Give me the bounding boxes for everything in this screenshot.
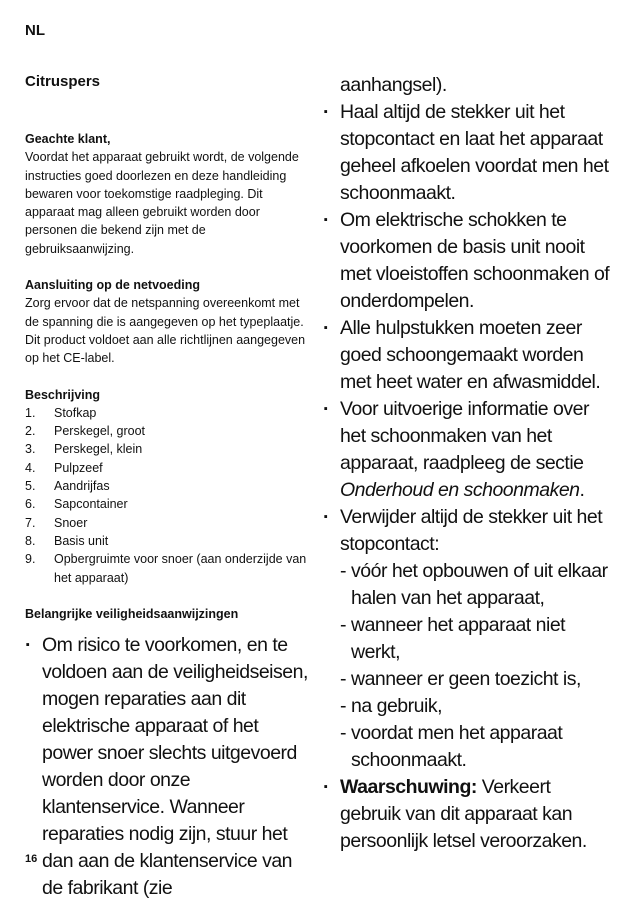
bullet-icon: · (323, 317, 329, 339)
unplug-sublist (340, 558, 613, 774)
list-item: · Haal altijd de stekker uit het stopcontact en laat het apparaat geheel afkoelen voordat men het schoonmaakt. (323, 101, 609, 204)
list-item: · Verwijder altijd de stekker uit het stopcontact: - vóór het opbouwen of uit elkaar halen van het apparaat, - wanneer het apparaat niet werkt, - wanneer er geen toezicht is, - na gebruik, - voordat men het apparaat schoonmaakt. (323, 504, 613, 774)
connection-heading: Aansluiting op de netvoeding (25, 278, 200, 293)
list-item: 6. Sapcontainer (25, 497, 128, 512)
bullet-icon: · (323, 776, 329, 798)
list-item: · Voor uitvoerige informatie over het schoonmaken van het apparaat, raadpleeg de sectie Onderhoud en schoonmaken. (323, 398, 589, 501)
intro-heading: Geachte klant, (25, 132, 111, 146)
left-column (25, 130, 310, 902)
bullet-icon: · (323, 506, 329, 528)
list-item (323, 774, 613, 855)
language-code: NL (25, 22, 45, 39)
list-item: 8. Basis unit (25, 533, 109, 548)
intro-section (25, 130, 310, 258)
parts-list (25, 404, 310, 587)
list-item: 5. Aandrijfas (25, 479, 110, 494)
list-item: · Alle hulpstukken moeten zeer goed schoongemaakt worden met heet water en afwasmiddel. (323, 317, 601, 393)
intro-text: Voordat het apparaat gebruikt wordt, de volgende instructies goed doorlezen en deze handleiding bewaren voor toekomstige raadpleging. Dit apparaat mag alleen gebruikt worden door personen die bekend zijn met de gebruiksaanwijzing. (25, 150, 299, 256)
list-item: 2. Perskegel, groot (25, 424, 146, 439)
warning-label: Waarschuwing: (340, 776, 477, 798)
bullet-icon: · (323, 398, 329, 420)
description-section (25, 386, 310, 587)
connection-section (25, 276, 310, 367)
list-item: 3. Perskegel, klein (25, 442, 143, 457)
section-reference: Onderhoud en schoonmaken (340, 479, 580, 501)
bullet-icon: · (323, 209, 329, 231)
list-item: 9. Opbergruimte voor snoer (aan onderzijde van het apparaat) (25, 552, 307, 585)
page-number: 16 (25, 853, 38, 865)
page-title: Citruspers (25, 73, 101, 90)
sub-list-item: - voordat men het apparaat schoonmaakt. (340, 722, 563, 771)
sub-list-item: - wanneer het apparaat niet werkt, (340, 614, 566, 663)
list-item: 7. Snoer (25, 515, 88, 530)
list-item: 4. Pulpzeef (25, 460, 103, 475)
description-heading: Beschrijving (25, 387, 101, 402)
connection-text: Zorg ervoor dat de netspanning overeenkomt met de spanning die is aangegeven op het typeplaatje. Dit product voldoet aan alle richtlijnen aangegeven op het CE-label. (25, 296, 306, 366)
safety-heading: Belangrijke veiligheidsaanwijzingen (25, 606, 239, 621)
sub-list-item: - na gebruik, (340, 695, 442, 717)
sub-list-item: - vóór het opbouwen of uit elkaar halen van het apparaat, (340, 560, 608, 609)
list-item: · Om risico te voorkomen, en te voldoen aan de veiligheidseisen, mogen reparaties aan dit elektrische apparaat of het power snoer slechts uitgevoerd worden door onze klantenservice. Wanneer reparaties nodig zijn, stuur het dan aan de klantenservice van de fabrikant (zie (25, 634, 308, 900)
warning-text: Verkeert gebruik van dit apparaat kan persoonlijk letsel veroorzaken. (340, 776, 587, 852)
bullet-icon: · (25, 634, 31, 657)
right-column (323, 72, 613, 855)
sub-list-item: - wanneer er geen toezicht is, (340, 668, 581, 690)
list-item: 1. Stofkap (25, 405, 97, 420)
safety-list-right (323, 99, 613, 855)
bullet-icon: · (323, 101, 329, 123)
list-item: · Om elektrische schokken te voorkomen de basis unit nooit met vloeistoffen schoonmaken of onderdompelen. (323, 209, 610, 312)
continued-text: aanhangsel). (340, 74, 447, 96)
safety-list-left (25, 632, 310, 902)
safety-section (25, 605, 310, 623)
